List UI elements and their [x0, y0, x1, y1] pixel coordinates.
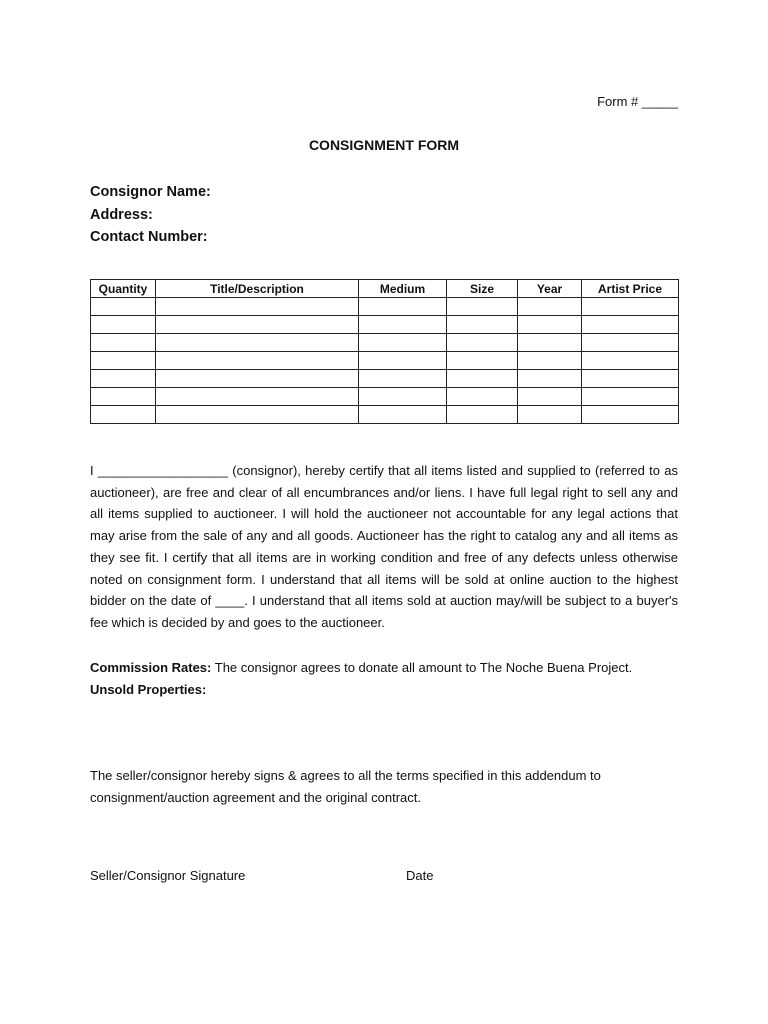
items-table — [90, 279, 679, 424]
table-cell[interactable] — [359, 352, 447, 370]
table-row — [91, 406, 679, 424]
table-cell[interactable] — [582, 406, 679, 424]
table-cell[interactable] — [518, 298, 582, 316]
table-row — [91, 298, 679, 316]
table-cell[interactable] — [518, 388, 582, 406]
table-cell[interactable] — [156, 352, 359, 370]
addendum-section — [90, 765, 690, 809]
column-header: Quantity — [91, 280, 156, 298]
commission-section — [90, 657, 690, 700]
column-header: Title/Description — [156, 280, 359, 298]
column-header: Year — [518, 280, 582, 298]
table-cell[interactable] — [518, 352, 582, 370]
table-cell[interactable] — [518, 406, 582, 424]
table-header-row — [91, 280, 679, 298]
table-cell[interactable] — [359, 298, 447, 316]
signature-label: Seller/Consignor Signature — [90, 868, 246, 883]
table-cell[interactable] — [156, 370, 359, 388]
table-cell[interactable] — [156, 298, 359, 316]
table-cell[interactable] — [582, 370, 679, 388]
table-cell[interactable] — [447, 388, 518, 406]
table-row — [91, 370, 679, 388]
table-row — [91, 352, 679, 370]
column-header: Size — [447, 280, 518, 298]
table-cell[interactable] — [447, 334, 518, 352]
table-row — [91, 388, 679, 406]
table-cell[interactable] — [91, 370, 156, 388]
table-cell[interactable] — [447, 352, 518, 370]
table-cell[interactable] — [447, 370, 518, 388]
table-cell[interactable] — [582, 352, 679, 370]
table-cell[interactable] — [582, 388, 679, 406]
consignor-name-label: Consignor Name: — [90, 184, 211, 200]
table-cell[interactable] — [518, 334, 582, 352]
commission-rates-text: The consignor agrees to donate all amount to The Noche Buena Project. — [211, 660, 633, 675]
table-cell[interactable] — [447, 316, 518, 334]
table-cell[interactable] — [156, 406, 359, 424]
agreement-paragraph: I __________________ (consignor), hereby certify that all items listed and supplied to (referred to as auctioneer), are free and clear of all encumbrances and/or liens. I have full legal right to sell any and all items supplied to auctioneer. I will hold the auctioneer not accountable for any legal actions that may arise from the sale of any and all goods. Auctioneer has the right to catalog any and all items as they see fit. I certify that all items are in working condition and free of any defects unless otherwise noted on consignment form. I understand that all items will be sold at online auction to the highest bidder on the date of ____. I understand that all items sold at auction may/will be subject to a buyer's fee which is decided by and goes to the auctioneer. — [90, 463, 678, 630]
table-row — [91, 334, 679, 352]
date-label: Date — [406, 868, 434, 883]
form-number: Form # _____ — [597, 94, 678, 109]
commission-rates-label: Commission Rates: — [90, 660, 212, 675]
table-cell[interactable] — [582, 316, 679, 334]
table-cell[interactable] — [91, 334, 156, 352]
table-cell[interactable] — [91, 352, 156, 370]
table-cell[interactable] — [447, 406, 518, 424]
table-cell[interactable] — [91, 406, 156, 424]
agreement-section — [90, 460, 678, 634]
table-cell[interactable] — [359, 406, 447, 424]
table-cell[interactable] — [518, 316, 582, 334]
addendum-paragraph: The seller/consignor hereby signs & agrees to all the terms specified in this addendum to consignment/auction agreement and the original contract. — [90, 768, 601, 805]
items-table-body — [91, 298, 679, 424]
consignor-info-section — [90, 181, 211, 249]
table-cell[interactable] — [359, 388, 447, 406]
commission-rates-line — [90, 657, 690, 679]
page-title: CONSIGNMENT FORM — [308, 137, 460, 153]
address-label: Address: — [90, 206, 153, 223]
table-cell[interactable] — [156, 316, 359, 334]
table-cell[interactable] — [582, 334, 679, 352]
table-cell[interactable] — [359, 316, 447, 334]
table-cell[interactable] — [447, 298, 518, 316]
unsold-properties-label: Unsold Properties: — [90, 681, 207, 697]
contact-number-label: Contact Number: — [90, 229, 208, 245]
column-header: Artist Price — [582, 280, 679, 298]
table-cell[interactable] — [156, 334, 359, 352]
table-cell[interactable] — [156, 388, 359, 406]
table-cell[interactable] — [359, 334, 447, 352]
table-cell[interactable] — [518, 370, 582, 388]
table-cell[interactable] — [359, 370, 447, 388]
table-cell[interactable] — [91, 316, 156, 334]
table-cell[interactable] — [91, 298, 156, 316]
table-cell[interactable] — [582, 298, 679, 316]
table-cell[interactable] — [91, 388, 156, 406]
table-row — [91, 316, 679, 334]
column-header: Medium — [359, 280, 447, 298]
